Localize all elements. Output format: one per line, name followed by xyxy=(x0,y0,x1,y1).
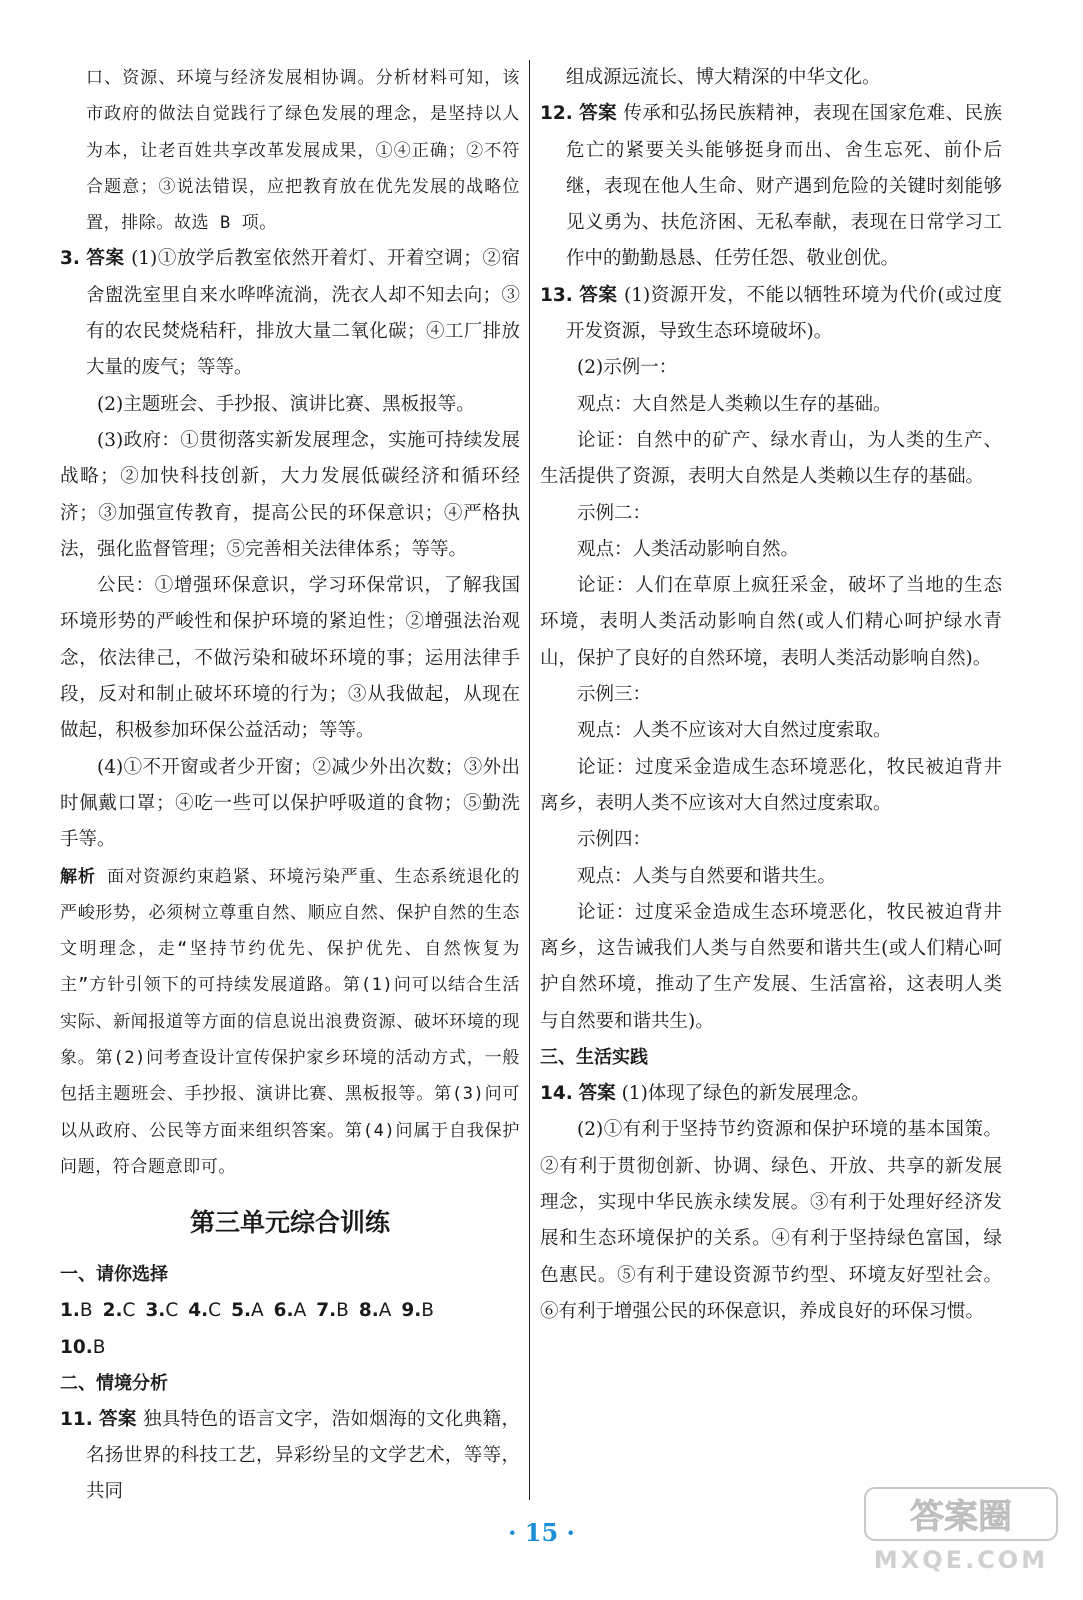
column-divider xyxy=(529,60,530,1500)
answer-paragraph: (4)①不开窗或者少开窗；②减少外出次数；③外出时佩戴口罩；④吃一些可以保护呼吸道的食物；⑤勤洗手等。 xyxy=(60,756,520,851)
answer-paragraph: 论证：过度采金造成生态环境恶化，牧民被迫背井离乡，这告诫我们人类与自然要和谐共生(或人们精心呵护自然环境，推动了生产发展、生活富裕，这表明人类与自然要和谐共生)。 xyxy=(540,901,1002,1032)
question-number: 14. xyxy=(540,1083,573,1105)
choice-number: 8. xyxy=(358,1300,379,1322)
question-answer xyxy=(60,1402,520,1511)
answer-paragraph: 公民：①增强环保意识，学习环保常识，了解我国环境形势的严峻性和保护环境的紧迫性；②增强法治观念，依法律己，不做污染和破坏环境的事；运用法律手段，反对和制止破坏环境的行为；③从我做起，从现在做起，积极参加环保公益活动；等等。 xyxy=(60,575,520,742)
watermark-logo xyxy=(861,1484,1061,1576)
analysis-block xyxy=(60,859,520,1186)
watermark-url: MXQE.COM xyxy=(873,1546,1049,1574)
answer-tag: 答案 xyxy=(579,103,618,125)
choice-letter: B xyxy=(92,1336,106,1358)
analysis-text: 面对资源约束趋紧、环境污染严重、生态系统退化的严峻形势，必须树立尊重自然、顺应自然、保护自然的生态文明理念，走“坚持节约优先、保护优先、自然恢复为主”方针引领下的可持续发展道路。第(1)问可以结合生活实际、新闻报道等方面的信息说出浪费资源、破坏环境的现象。第(2)问考查设计宣传保护家乡环境的活动方式，一般包括主题班会、手抄报、演讲比赛、黑板报等。第(3)问可以从政府、公民等方面来组织答案。第(4)问属于自我保护问题，符合题意即可。 xyxy=(60,866,520,1177)
watermark-title: 答案圈 xyxy=(910,1497,1012,1537)
question-answer xyxy=(540,1076,1002,1112)
choice-letter: A xyxy=(293,1300,307,1322)
answer-paragraph: (2)示例一： xyxy=(577,357,678,379)
choice-number: 3. xyxy=(145,1300,166,1322)
section-heading-choice: 一、请你选择 xyxy=(60,1264,168,1286)
choice-letter: B xyxy=(421,1300,434,1322)
choice-letter: C xyxy=(165,1300,179,1322)
choice-letter: A xyxy=(378,1300,392,1322)
choice-number: 5. xyxy=(231,1300,251,1322)
answer-text: (1)①放学后教室依然开着灯、开着空调；②宿舍盥洗室里自来水哗哗流淌，洗衣人却不知去向；③有的农民焚烧秸秆，排放大量二氧化碳；④工厂排放大量的废气；等等。 xyxy=(86,248,520,379)
answer-paragraph: 示例四： xyxy=(577,829,652,851)
choice-letter: B xyxy=(336,1300,349,1322)
question-answer xyxy=(540,96,1002,277)
question-number: 13. xyxy=(540,284,573,306)
question-number: 12. xyxy=(540,103,573,125)
choice-letter: B xyxy=(79,1300,93,1322)
choice-letter: C xyxy=(208,1300,222,1322)
choice-number: 1. xyxy=(60,1300,80,1322)
choice-item xyxy=(60,1337,115,1358)
choice-item xyxy=(60,1300,93,1321)
answer-text: 独具特色的语言文字，浩如烟海的文化典籍，名扬世界的科技工艺，异彩纷呈的文学艺术，等等，共同 xyxy=(86,1408,520,1503)
answer-text: (1)资源开发，不能以牺牲环境为代价(或过度开发资源，导致生态环境破坏)。 xyxy=(566,284,1002,343)
choice-number: 10. xyxy=(60,1336,93,1358)
question-number: 3. xyxy=(60,248,80,270)
choice-item xyxy=(231,1300,264,1321)
continued-text: 组成源远流长、博大精深的中华文化。 xyxy=(566,67,881,88)
left-column xyxy=(60,60,520,1511)
page-number: · 15 · xyxy=(508,1518,575,1547)
answer-paragraph: 观点：人类活动影响自然。 xyxy=(577,538,800,560)
choice-item xyxy=(401,1300,434,1321)
choice-answers-10 xyxy=(60,1330,520,1366)
answer-paragraph: (3)政府：①贯彻落实新发展理念，实施可持续发展战略；②加快科技创新，大力发展低碳经济和循环经济；③加强宣传教育，提高公民的环保意识；④严格执法，强化监督管理；⑤完善相关法律体系；等等。 xyxy=(60,429,520,560)
answer-tag: 答案 xyxy=(99,1408,137,1430)
answer-paragraph: 论证：自然中的矿产、绿水青山，为人类的生产、生活提供了资源，表明大自然是人类赖以生存的基础。 xyxy=(540,429,1002,488)
choice-item xyxy=(188,1300,221,1321)
answer-paragraph: 示例二： xyxy=(577,502,652,524)
answer-paragraph: (2)①有利于坚持节约资源和保护环境的基本国策。②有利于贯彻创新、协调、绿色、开放、共享的新发展理念，实现中华民族永续发展。③有利于处理好经济发展和生态环境保护的关系。④有利于坚持绿色富国，绿色惠民。⑤有利于建设资源节约型、环境友好型社会。⑥有利于增强公民的环保意识，养成良好的环保习惯。 xyxy=(540,1119,1002,1322)
answer-tag: 答案 xyxy=(579,284,618,306)
choice-number: 4. xyxy=(188,1300,209,1322)
right-column xyxy=(540,60,1002,1330)
choice-letter: C xyxy=(122,1300,136,1322)
choice-item xyxy=(359,1300,392,1321)
section-heading-situation: 二、情境分析 xyxy=(60,1372,168,1394)
answer-tag: 答案 xyxy=(86,248,125,270)
section-heading: 三、生活实践 xyxy=(540,1047,648,1069)
choice-item xyxy=(145,1300,178,1321)
answer-text: 传承和弘扬民族精神，表现在国家危难、民族危亡的紧要关头能够挺身而出、舍生忘死、前仆后继，表现在他人生命、财产遇到危险的关键时刻能够见义勇为、扶危济困、无私奉献，表现在日常学习工作中的勤勤恳恳、任劳任怨、敬业创优。 xyxy=(566,103,1002,270)
question-answer xyxy=(540,278,1002,351)
analysis-tag: 解析 xyxy=(60,866,96,887)
choice-answers xyxy=(60,1293,520,1329)
question-answer xyxy=(60,241,520,386)
answer-paragraph: 观点：人类与自然要和谐共生。 xyxy=(577,865,837,887)
answer-text: (1)体现了绿色的新发展理念。 xyxy=(621,1083,870,1105)
unit-title: 第三单元综合训练 xyxy=(189,1208,390,1238)
choice-number: 6. xyxy=(273,1300,294,1322)
choice-number: 7. xyxy=(316,1300,337,1322)
choice-item xyxy=(274,1300,307,1321)
question-number: 11. xyxy=(60,1408,93,1430)
answer-paragraph: 论证：人们在草原上疯狂采金，破坏了当地的生态环境，表明人类活动影响自然(或人们精心呵护绿水青山，保护了良好的自然环境，表明人类活动影响自然)。 xyxy=(540,575,1002,669)
continued-text: 口、资源、环境与经济发展相协调。分析材料可知，该市政府的做法自觉践行了绿色发展的理念，是坚持以人为本，让老百姓共享改革发展成果，①④正确；②不符合题意；③说法错误，应把教育放在优先发展的战略位置，排除。故选 B 项。 xyxy=(86,68,520,234)
answer-paragraph: 观点：大自然是人类赖以生存的基础。 xyxy=(577,393,892,415)
choice-letter: A xyxy=(251,1300,264,1322)
choice-item xyxy=(103,1300,136,1321)
answer-paragraph: (2)主题班会、手抄报、演讲比赛、黑板报等。 xyxy=(97,393,475,415)
answer-paragraph: 观点：人类不应该对大自然过度索取。 xyxy=(577,720,892,742)
answer-paragraph: 论证：过度采金造成生态环境恶化，牧民被迫背井离乡，表明人类不应该对大自然过度索取。 xyxy=(540,756,1002,814)
answer-paragraph: 示例三： xyxy=(577,684,652,706)
choice-number: 9. xyxy=(401,1300,422,1322)
answer-tag: 答案 xyxy=(578,1083,616,1105)
choice-item xyxy=(316,1300,349,1321)
choice-number: 2. xyxy=(102,1300,123,1322)
